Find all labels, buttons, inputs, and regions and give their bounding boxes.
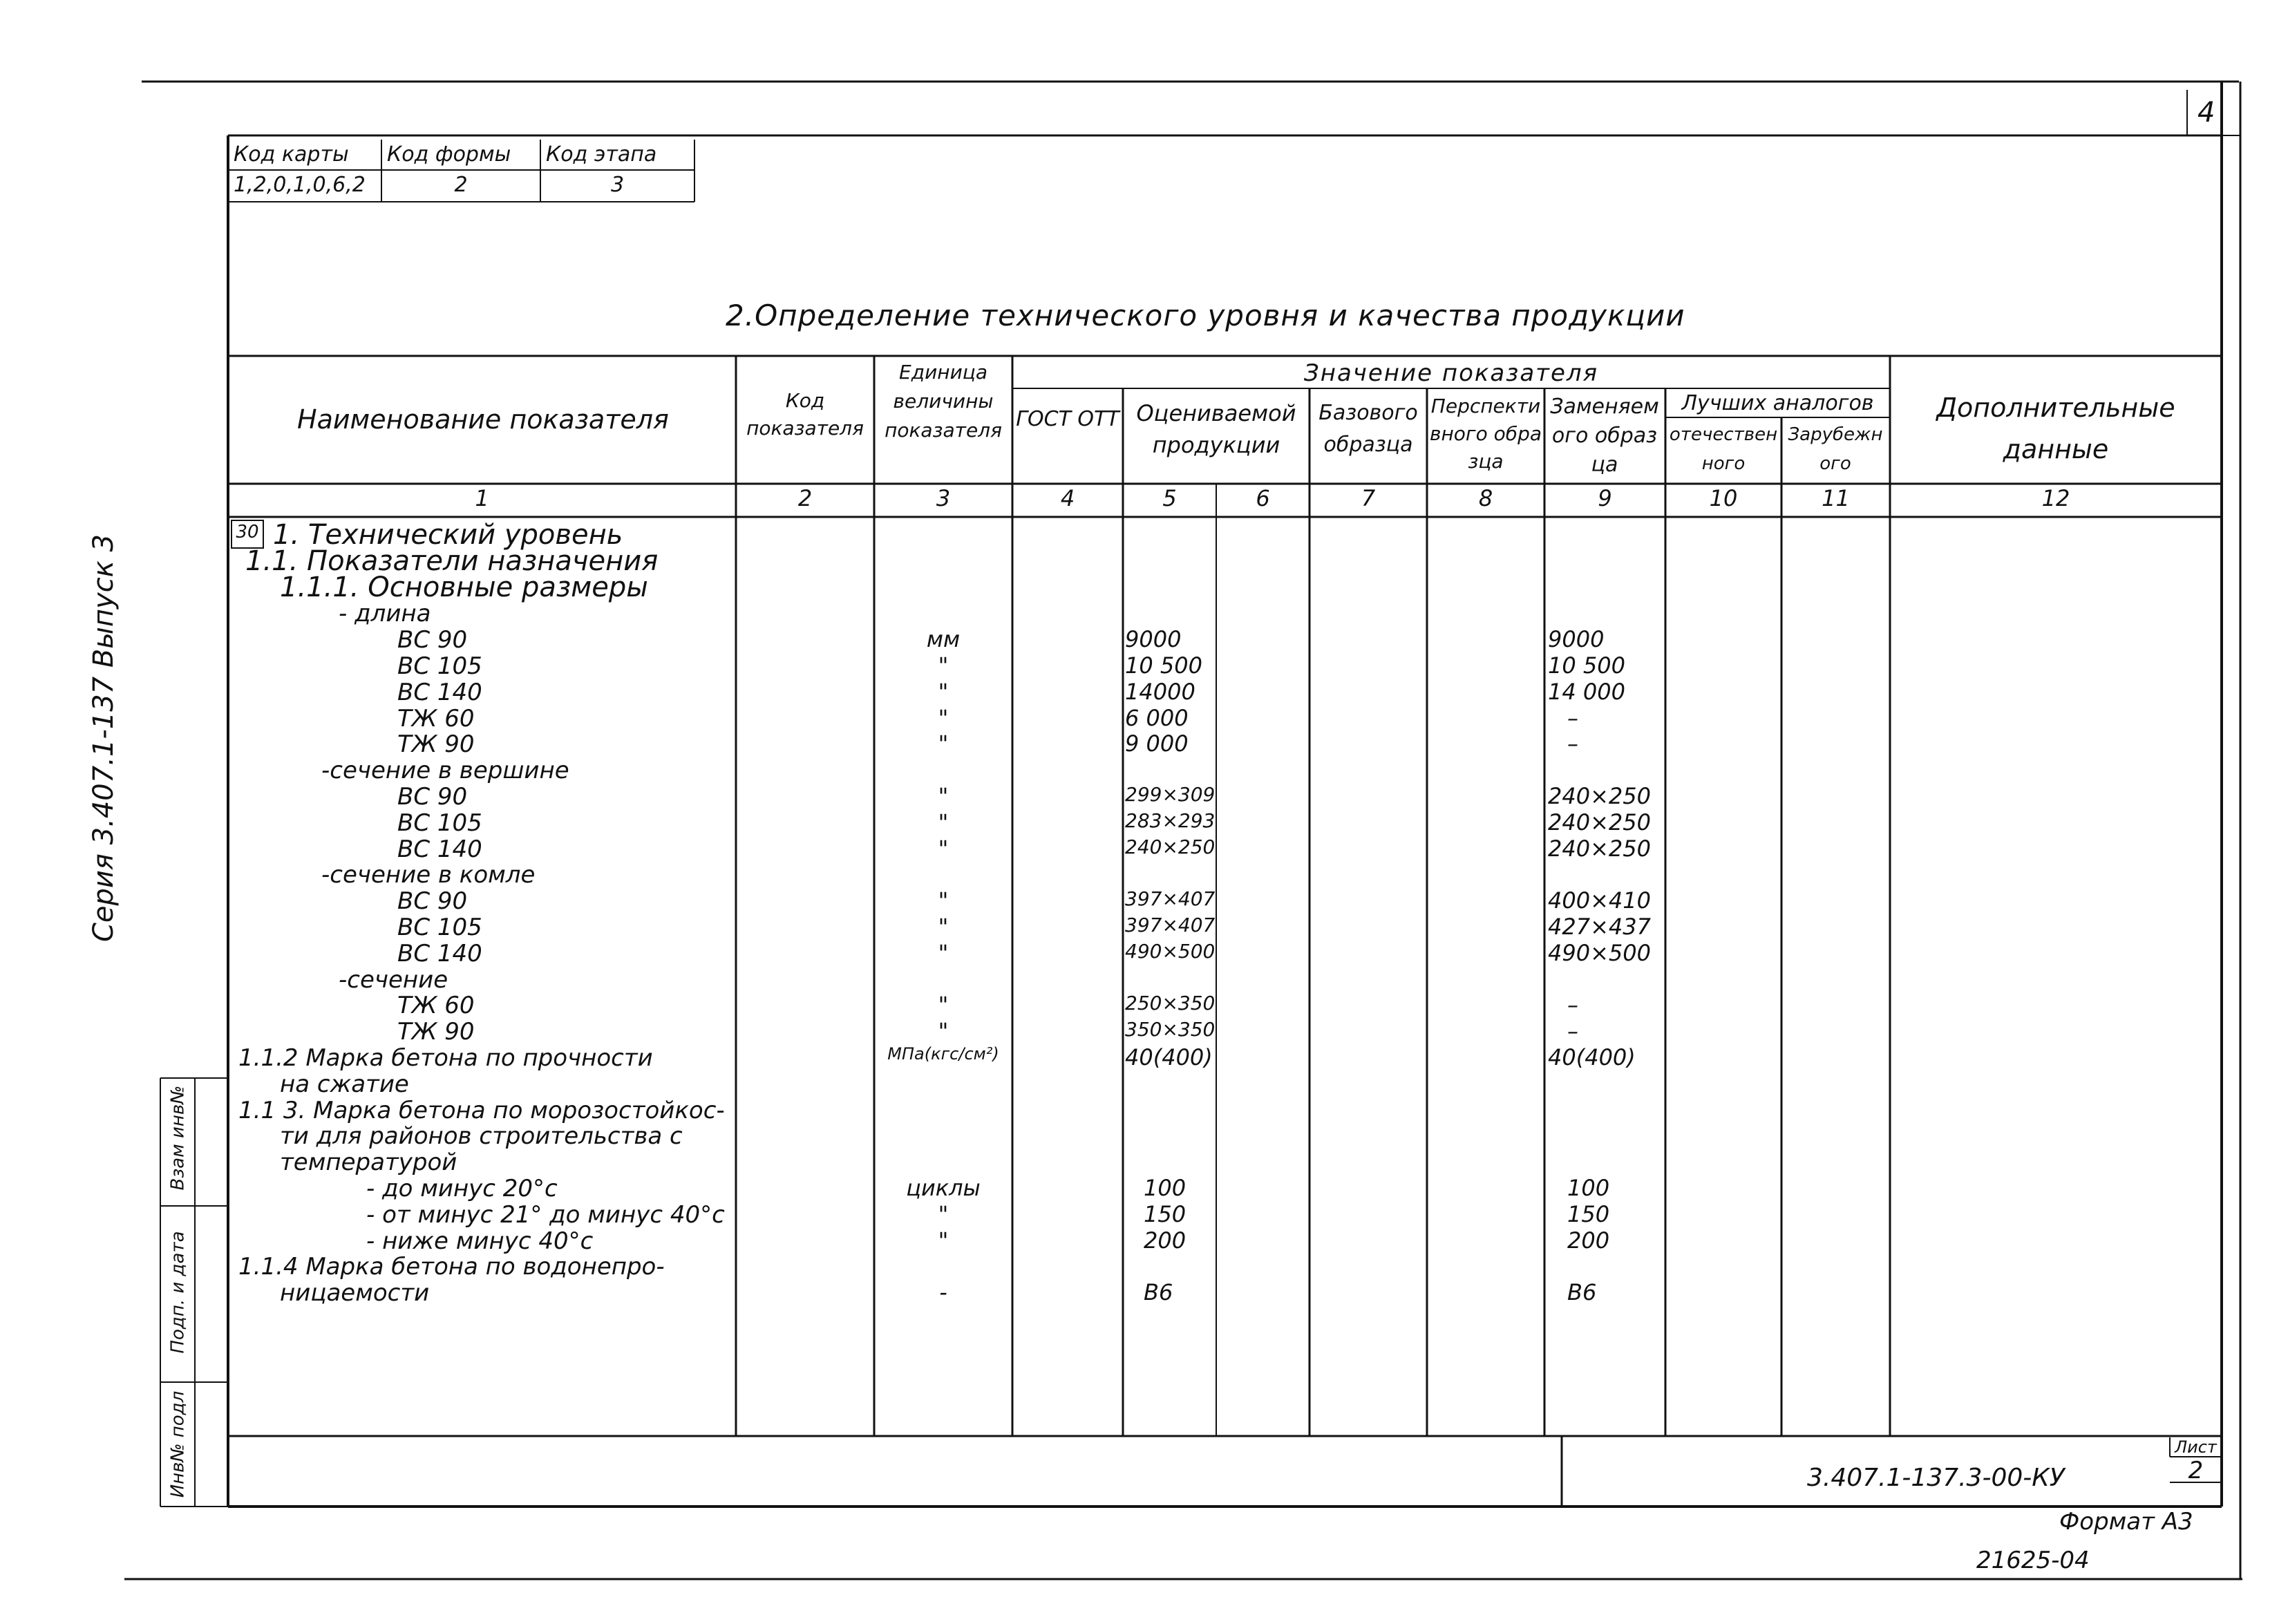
indicator-name: температурой [280, 1149, 457, 1177]
header-col2: Код показателя [746, 389, 864, 440]
value-replaced-sample: – [1567, 730, 1578, 757]
col-number: 3 [936, 485, 951, 511]
document-code: 3.407.1-137.3-00-КУ [1807, 1464, 2065, 1492]
col-number: 8 [1478, 485, 1493, 511]
col-number: 11 [1822, 485, 1850, 511]
series-label: Серия 3.407.1-137 Выпуск 3 [88, 534, 120, 943]
sheet-number: 2 [2188, 1457, 2204, 1484]
col-number: 4 [1060, 485, 1075, 511]
col-number: 5 [1162, 485, 1177, 511]
col-number: 6 [1256, 485, 1270, 511]
col-number: 10 [1709, 485, 1738, 511]
value-evaluated-product: 240×250 [1125, 835, 1216, 858]
indicator-name: 1.1.2 Марка бетона по прочности [238, 1044, 653, 1072]
value-evaluated-product: 9 000 [1125, 730, 1189, 757]
value-evaluated-product: 200 [1144, 1227, 1186, 1254]
value-evaluated-product: 490×500 [1125, 939, 1216, 963]
value-evaluated-product: 350×350 [1125, 1018, 1216, 1041]
indicator-name: 1.1.4 Марка бетона по водонепро- [238, 1253, 665, 1281]
col-number: 9 [1598, 485, 1612, 511]
value-replaced-sample: 240×250 [1548, 809, 1651, 835]
form-code-value: 2 [454, 173, 468, 197]
card-code-label: Код карты [234, 142, 349, 167]
value-replaced-sample: 100 [1567, 1175, 1610, 1201]
indicator-name: ТЖ 90 [397, 1018, 475, 1046]
col-number: 7 [1361, 485, 1376, 511]
value-replaced-sample: 40(400) [1548, 1044, 1636, 1070]
card-code-value: 1,2,0,1,0,6,2 [234, 173, 366, 197]
value-replaced-sample: 490×500 [1548, 939, 1651, 966]
header-col11: Зарубежного [1788, 424, 1883, 474]
indicator-name: 1. Технический уровень [273, 519, 623, 551]
header-col9: Заменяемого образца [1550, 395, 1659, 477]
value-evaluated-product: 150 [1144, 1200, 1186, 1227]
indicator-unit: МПа(кгс/см²) [887, 1044, 999, 1064]
indicator-name: ВС 140 [397, 939, 482, 967]
sheet-format: Формат А3 [2059, 1508, 2193, 1536]
indicator-unit: " [938, 1227, 949, 1254]
indicator-name: ВС 90 [397, 626, 468, 654]
indicator-name: ВС 105 [397, 914, 482, 941]
indicator-unit: " [938, 809, 949, 835]
indicator-name: ТЖ 60 [397, 704, 475, 733]
stamp-signature-date: Подп. и дата [167, 1231, 189, 1354]
indicator-unit: " [938, 704, 949, 731]
value-replaced-sample: 240×250 [1548, 835, 1651, 862]
value-evaluated-product: 283×293 [1125, 809, 1216, 832]
indicator-unit: мм [926, 626, 961, 653]
inventory-number: 21625-04 [1976, 1547, 2090, 1574]
indicator-unit: " [938, 652, 949, 679]
value-replaced-sample: 427×437 [1548, 914, 1651, 940]
indicator-name: ВС 140 [397, 678, 482, 706]
value-replaced-sample: 400×410 [1548, 887, 1651, 914]
indicator-unit: " [938, 783, 949, 809]
value-evaluated-product: 6 000 [1125, 704, 1189, 731]
col-number: 1 [475, 485, 489, 511]
indicator-unit: " [938, 1200, 949, 1227]
value-replaced-sample: 150 [1567, 1200, 1610, 1227]
value-replaced-sample: В6 [1567, 1279, 1597, 1306]
value-evaluated-product: 397×407 [1125, 887, 1216, 911]
corner-sheet-number: 4 [2197, 97, 2215, 129]
indicator-unit: " [938, 914, 949, 940]
value-replaced-sample: – [1567, 704, 1578, 731]
indicator-name: - длина [339, 600, 431, 628]
indicator-name: ТЖ 90 [397, 730, 475, 759]
indicator-unit: " [938, 887, 949, 914]
page-title: 2.Определение технического уровня и качества продукции [726, 299, 1685, 332]
value-evaluated-product: 100 [1144, 1175, 1186, 1201]
value-replaced-sample: 9000 [1548, 626, 1605, 653]
value-replaced-sample: 14 000 [1548, 678, 1625, 705]
value-evaluated-product: 250×350 [1125, 992, 1216, 1015]
indicator-name: -сечение в вершине [321, 757, 569, 785]
indicator-name: - от минус 21° до минус 40°с [366, 1200, 725, 1229]
header-col3: Единица величины показателя [885, 361, 1002, 442]
indicator-unit: " [938, 730, 949, 757]
header-col4: ГОСТ ОТТ [1016, 407, 1119, 431]
header-col7: Базового образца [1318, 401, 1418, 457]
indicator-unit: - [939, 1279, 947, 1306]
header-col1: Наименование показателя [297, 404, 669, 435]
indicator-name: на сжатие [280, 1070, 409, 1098]
indicator-name: - ниже минус 40°с [366, 1227, 594, 1255]
row-code: 30 [236, 522, 259, 542]
value-evaluated-product: 14000 [1125, 678, 1195, 705]
indicator-name: ТЖ 60 [397, 992, 475, 1020]
indicator-name: 1.1. Показатели назначения [245, 545, 659, 577]
indicator-name: ВС 105 [397, 809, 482, 837]
indicator-unit: циклы [906, 1175, 981, 1201]
indicator-name: 1.1.1. Основные размеры [280, 571, 648, 603]
indicator-unit: " [938, 1018, 949, 1045]
indicator-name: ВС 140 [397, 835, 482, 863]
value-evaluated-product: 397×407 [1125, 914, 1216, 936]
value-evaluated-product: 40(400) [1125, 1044, 1213, 1070]
indicator-name: ти для районов строительства с [280, 1122, 683, 1151]
header-best-group: Лучших аналогов [1681, 391, 1874, 415]
header-col10: отечественного [1669, 424, 1778, 474]
value-replaced-sample: – [1567, 992, 1578, 1019]
indicator-unit: " [938, 992, 949, 1019]
indicator-unit: " [938, 939, 949, 966]
value-replaced-sample: 240×250 [1548, 783, 1651, 809]
indicator-unit: " [938, 678, 949, 705]
indicator-name: 1.1 3. Марка бетона по морозостойкос- [238, 1096, 725, 1124]
value-replaced-sample: 10 500 [1548, 652, 1625, 679]
indicator-name: -сечение в комле [321, 861, 536, 889]
value-replaced-sample: – [1567, 1018, 1578, 1045]
value-replaced-sample: 200 [1567, 1227, 1610, 1254]
indicator-unit: " [938, 835, 949, 862]
stamp-replacement-inv: Взам инв№ [167, 1085, 189, 1191]
stage-code-label: Код этапа [546, 142, 657, 167]
indicator-name: ВС 90 [397, 887, 468, 916]
form-code-label: Код формы [387, 142, 511, 167]
header-value-group: Значение показателя [1303, 359, 1599, 387]
indicator-name: ВС 90 [397, 783, 468, 811]
sheet-label: Лист [2175, 1437, 2217, 1457]
header-col12: Дополнительные данные [1936, 393, 2175, 464]
stage-code-value: 3 [610, 173, 625, 197]
indicator-name: - до минус 20°с [366, 1175, 558, 1202]
value-evaluated-product: 10 500 [1125, 652, 1202, 679]
indicator-name: ВС 105 [397, 652, 482, 680]
indicator-name: -сечение [339, 965, 448, 994]
value-evaluated-product: В6 [1144, 1279, 1173, 1306]
value-evaluated-product: 9000 [1125, 626, 1182, 653]
col-number: 2 [797, 485, 813, 511]
indicator-name: ницаемости [280, 1279, 430, 1307]
col-number: 12 [2041, 485, 2070, 511]
stamp-original-inv: Инв№ подл [167, 1390, 189, 1498]
header-col5: Оцениваемой продукции [1136, 400, 1296, 458]
value-evaluated-product: 299×309 [1125, 783, 1216, 806]
header-col8: Перспективного образца [1429, 395, 1542, 473]
